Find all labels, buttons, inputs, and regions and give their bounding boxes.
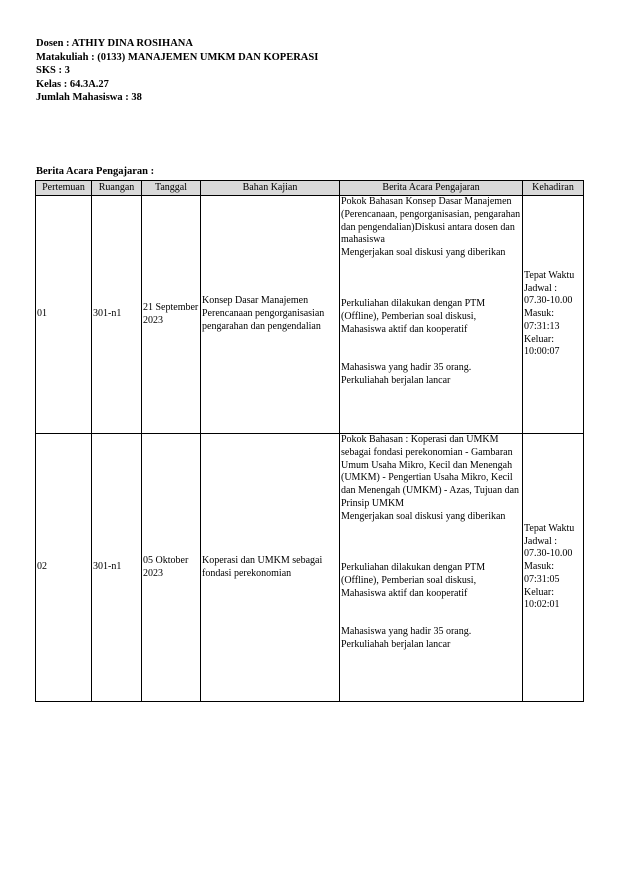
berita-task: Mengerjakan soal diskusi yang diberikan	[341, 510, 506, 522]
berita-topic: Pokok Bahasan Konsep Dasar Manajemen (Perencanaan, pengorganisasian, pengarahan dan pengendalian)Diskusi antara dosen dan mahasiswa	[341, 196, 521, 246]
table-header-row	[36, 181, 584, 196]
cell-ruangan: 301-n1	[92, 196, 142, 434]
student-count: Jumlah Mahasiswa : 38	[36, 92, 142, 104]
berita-method: Perkuliahan dilakukan dengan PTM (Offline), Pemberian soal diskusi, Mahasiswa aktif dan kooperatif	[341, 298, 486, 335]
cell-pertemuan: 02	[36, 434, 92, 702]
section-title: Berita Acara Pengajaran :	[36, 166, 155, 177]
column-header-pertemuan: Pertemuan	[36, 181, 92, 196]
berita-attendance: Mahasiswa yang hadir 35 orang. Perkuliahah berjalan lancar	[341, 362, 472, 387]
column-header-kehadiran: Kehadiran	[523, 181, 584, 196]
cell-bahan-kajian: Koperasi dan UMKM sebagai fondasi perekonomian	[201, 434, 340, 702]
berita-topic: Pokok Bahasan : Koperasi dan UMKM sebagai fondasi perekonomian - Gambaran Umum Usaha Mikro, Kecil dan Menengah (UMKM) - Pengertian Usaha Mikro, Kecil dan Menengah (UMKM) - Azas, Tujuan dan Prinsip UMKM	[341, 434, 520, 509]
lecturer-name: Dosen : ATHIY DINA ROSIHANA	[36, 38, 193, 49]
document-header	[36, 37, 318, 105]
berita-attendance: Mahasiswa yang hadir 35 orang. Perkuliahah berjalan lancar	[341, 625, 472, 650]
table-row	[36, 196, 584, 434]
column-header-berita-acara: Berita Acara Pengajaran	[340, 181, 523, 196]
cell-tanggal: 05 Oktober 2023	[142, 434, 201, 702]
cell-kehadiran: Tepat Waktu Jadwal : 07.30-10.00 Masuk: 07:31:13 Keluar: 10:00:07	[523, 196, 584, 434]
column-header-tanggal: Tanggal	[142, 181, 201, 196]
cell-berita-acara	[340, 434, 523, 702]
cell-bahan-kajian: Konsep Dasar Manajemen Perencanaan pengorganisasian pengarahan dan pengendalian	[201, 196, 340, 434]
class-code: Kelas : 64.3A.27	[36, 78, 109, 90]
table-row	[36, 434, 584, 702]
cell-berita-acara	[340, 196, 523, 434]
cell-tanggal: 21 September 2023	[142, 196, 201, 434]
berita-task: Mengerjakan soal diskusi yang diberikan	[341, 247, 506, 259]
cell-kehadiran: Tepat Waktu Jadwal : 07.30-10.00 Masuk: 07:31:05 Keluar: 10:02:01	[523, 434, 584, 702]
berita-method: Perkuliahan dilakukan dengan PTM (Offline), Pemberian soal diskusi, Mahasiswa aktif dan kooperatif	[341, 561, 486, 599]
column-header-bahan-kajian: Bahan Kajian	[201, 181, 340, 196]
column-header-ruangan: Ruangan	[92, 181, 142, 196]
course-name: Matakuliah : (0133) MANAJEMEN UMKM DAN KOPERASI	[36, 51, 319, 63]
cell-pertemuan: 01	[36, 196, 92, 434]
teaching-report-table	[35, 180, 584, 702]
credit-units: SKS : 3	[36, 65, 70, 77]
cell-ruangan: 301-n1	[92, 434, 142, 702]
